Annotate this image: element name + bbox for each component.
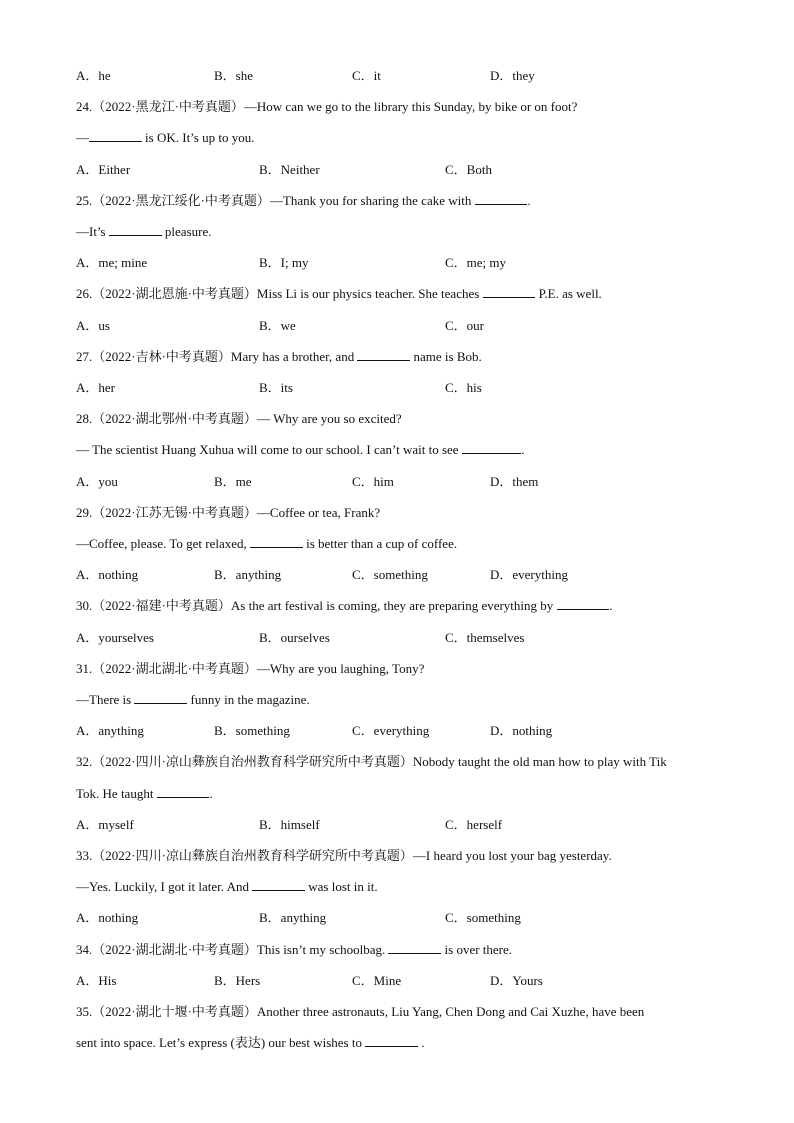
- question-line: — The scientist Huang Xuhua will come to our school. I can’t wait to see .: [76, 442, 525, 458]
- answer-option-c: C．Mine: [352, 972, 402, 988]
- answer-option-d: D．Yours: [490, 972, 543, 988]
- answer-option-b: B．Hers: [214, 972, 261, 988]
- answer-option-c: C．something: [352, 567, 428, 583]
- answer-option-a: A．her: [76, 380, 115, 395]
- question-stem: 24.（2022·黑龙江·中考真题）—How can we go to the library this Sunday, by bike or on foot?: [76, 99, 578, 115]
- question-stem: 32.（2022·四川·凉山彝族自治州教育科学研究所中考真题）Nobody taught the old man how to play with Tik: [76, 754, 667, 770]
- question-stem: 30.（2022·福建·中考真题）As the art festival is coming, they are preparing everything by .: [76, 598, 613, 614]
- answer-option-d: D．everything: [490, 567, 568, 583]
- question-stem: 26.（2022·湖北恩施·中考真题）Miss Li is our physics teacher. She teaches P.E. as well.: [76, 286, 602, 302]
- answer-option-c: C．our: [445, 317, 485, 333]
- answer-option-b: B．something: [214, 723, 290, 739]
- answer-option-a: A．Either: [76, 161, 131, 177]
- answer-option-a: A．you: [76, 473, 118, 489]
- answer-option-a: A．us: [76, 317, 110, 333]
- answer-option-a: A．anything: [76, 723, 144, 739]
- answer-blank: [357, 349, 410, 361]
- question-stem: 35.（2022·湖北十堰·中考真题）Another three astronauts, Liu Yang, Chen Dong and Cai Xuzhe, have been: [76, 1004, 645, 1019]
- answer-option-b: B．its: [259, 380, 293, 395]
- answer-option-b: B．anything: [259, 910, 327, 926]
- answer-option-a: A．myself: [76, 816, 134, 832]
- answer-option-b: B．I; my: [259, 255, 309, 271]
- answer-option-a: A．he: [76, 68, 111, 83]
- answer-option-c: C．me; my: [445, 255, 507, 271]
- answer-option-a: A．nothing: [76, 567, 139, 583]
- answer-option-c: C．Both: [445, 161, 492, 177]
- answer-blank: [475, 193, 528, 205]
- answer-option-c: C．themselves: [445, 629, 525, 645]
- answer-blank: [557, 598, 610, 610]
- answer-option-c: C．his: [445, 380, 482, 395]
- answer-option-c: C．it: [352, 68, 381, 83]
- answer-option-a: A．nothing: [76, 910, 139, 926]
- answer-option-b: B．anything: [214, 567, 282, 583]
- answer-blank: [250, 536, 303, 548]
- answer-option-b: B．we: [259, 317, 296, 333]
- question-stem: 33.（2022·四川·凉山彝族自治州教育科学研究所中考真题）—I heard you lost your bag yesterday.: [76, 848, 612, 863]
- question-line: —There is funny in the magazine.: [76, 692, 310, 707]
- question-line: —Yes. Luckily, I got it later. And was lost in it.: [76, 879, 378, 895]
- answer-blank: [157, 786, 210, 798]
- answer-blank: [109, 224, 162, 236]
- question-stem: 28.（2022·湖北鄂州·中考真题）— Why are you so excited?: [76, 411, 402, 427]
- answer-option-a: A．His: [76, 972, 117, 988]
- question-line: Tok. He taught .: [76, 785, 213, 801]
- question-stem: 27.（2022·吉林·中考真题）Mary has a brother, and name is Bob.: [76, 348, 482, 364]
- answer-option-c: C．everything: [352, 723, 430, 739]
- answer-option-b: B．himself: [259, 816, 320, 832]
- answer-blank: [483, 286, 536, 298]
- question-stem: 31.（2022·湖北湖北·中考真题）—Why are you laughing, Tony?: [76, 660, 425, 676]
- answer-blank: [89, 130, 142, 142]
- answer-option-b: B．Neither: [259, 161, 320, 177]
- answer-option-b: B．she: [214, 68, 254, 83]
- answer-option-d: D．nothing: [490, 723, 553, 739]
- answer-option-d: D．they: [490, 68, 535, 83]
- question-line: —Coffee, please. To get relaxed, is better than a cup of coffee.: [76, 536, 458, 551]
- question-stem: 34.（2022·湖北湖北·中考真题）This isn’t my schoolbag. is over there.: [76, 941, 513, 957]
- question-line: —It’s pleasure.: [76, 224, 212, 239]
- answer-option-a: A．yourselves: [76, 629, 154, 645]
- answer-option-a: A．me; mine: [76, 255, 148, 271]
- answer-blank: [252, 879, 305, 891]
- answer-blank: [134, 692, 187, 704]
- answer-option-c: C．him: [352, 473, 394, 489]
- answer-option-c: C．something: [445, 910, 521, 926]
- question-line: sent into space. Let’s express (表达) our best wishes to .: [76, 1035, 425, 1051]
- answer-option-b: B．me: [214, 473, 252, 489]
- question-line: — is OK. It’s up to you.: [76, 130, 255, 146]
- answer-option-b: B．ourselves: [259, 629, 330, 645]
- answer-option-c: C．herself: [445, 816, 503, 832]
- question-stem: 29.（2022·江苏无锡·中考真题）—Coffee or tea, Frank?: [76, 504, 381, 520]
- answer-blank: [365, 1035, 418, 1047]
- answer-blank: [388, 942, 441, 954]
- answer-option-d: D．them: [490, 473, 539, 489]
- answer-blank: [462, 442, 521, 454]
- question-stem: 25.（2022·黑龙江绥化·中考真题）—Thank you for sharing the cake with .: [76, 192, 531, 208]
